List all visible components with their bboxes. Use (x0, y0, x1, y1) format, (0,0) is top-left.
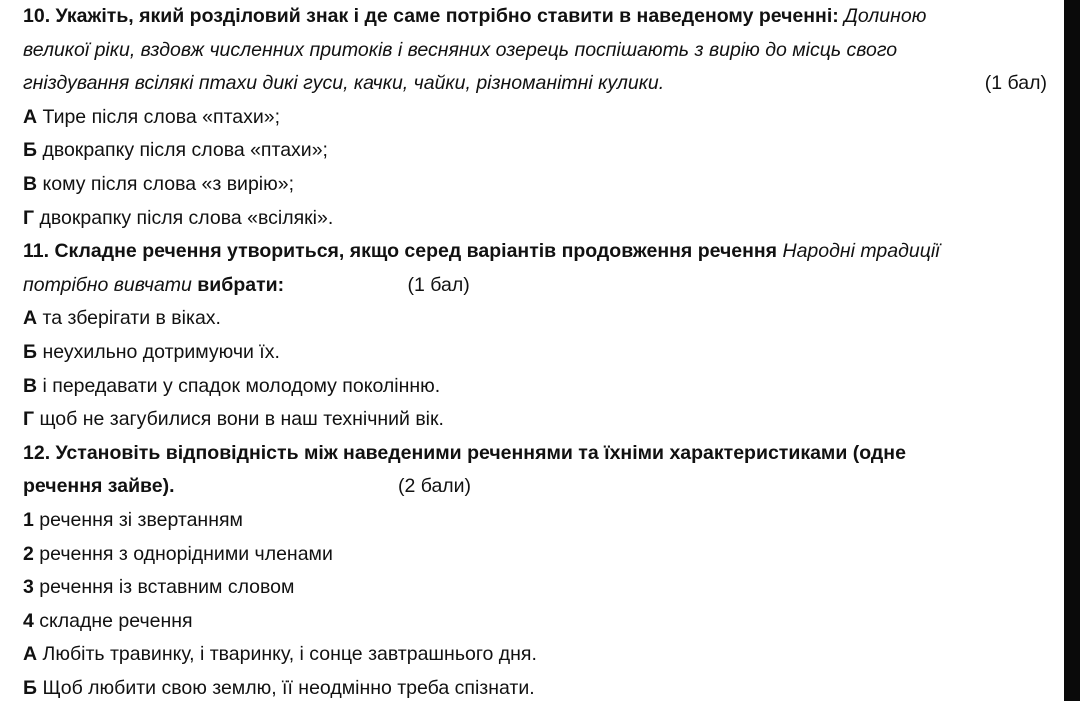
option-letter: В (23, 374, 38, 397)
q11-sentence-part-1: Народні традиції (782, 240, 940, 263)
q11-option-b (23, 336, 1059, 370)
q10-line-1 (23, 0, 1059, 34)
q12-characteristic-1 (23, 504, 1059, 538)
q12-line-2 (23, 470, 1059, 504)
q12-line-1 (23, 437, 1059, 471)
q11-option-h (23, 403, 1059, 437)
option-text: кому після слова «з вирію»; (42, 172, 295, 195)
characteristic-text: речення із вставним словом (39, 576, 295, 599)
q10-prompt: Укажіть, який розділовий знак і де саме потрібно ставити в наведеному реченні: (55, 5, 839, 27)
q10-sentence-part-2: великої ріки, вздовж численних притоків і весняних озерець поспішають з вирію до місць свого (23, 38, 898, 61)
option-text: щоб не загубилися вони в наш технічний вік. (39, 408, 444, 431)
q10-sentence-part-3: гніздування всілякі птахи дикі гуси, качки, чайки, різноманітні кулики. (23, 72, 665, 95)
q12-characteristic-2 (23, 538, 1059, 572)
option-letter: А (23, 105, 38, 128)
q11-line-1 (23, 235, 1059, 269)
sentence-letter: А (23, 643, 38, 666)
q10-line-3 (23, 67, 1059, 101)
q10-option-a (23, 101, 1059, 135)
characteristic-text: речення з однорідними членами (39, 542, 333, 565)
option-text: Тире після слова «птахи»; (42, 105, 281, 128)
q12-sentence-b (23, 672, 1059, 705)
sentence-text: Любіть травинку, і тваринку, і сонце завтрашнього дня. (42, 643, 537, 666)
q12-prompt-end: речення зайве). (23, 475, 175, 498)
characteristic-number: 2 (23, 542, 34, 565)
q12-number: 12. (23, 441, 51, 464)
q12-points: (2 бали) (397, 475, 472, 498)
option-text: двокрапку після слова «всілякі». (39, 206, 334, 229)
q11-number: 11. (23, 240, 50, 263)
q11-sentence-part-2: потрібно вивчати (23, 273, 192, 296)
option-letter: А (23, 307, 38, 330)
sentence-text: Щоб любити свою землю, її неодмінно треба спізнати. (42, 676, 535, 699)
q11-line-2 (23, 269, 1059, 303)
q11-points: (1 бал) (407, 273, 470, 296)
q10-line-2 (23, 34, 1059, 68)
characteristic-number: 4 (23, 609, 34, 632)
sentence-letter: Б (23, 676, 38, 699)
q12-sentence-a (23, 638, 1059, 672)
q11-option-a (23, 302, 1059, 336)
characteristic-number: 1 (23, 508, 34, 531)
test-content (23, 0, 1059, 705)
q10-option-b (23, 134, 1059, 168)
q10-sentence-part-1: Долиною (844, 5, 927, 27)
q11-prompt: Складне речення утвориться, якщо серед варіантів продовження речення (54, 240, 778, 263)
q11-prompt-end: вибрати: (197, 273, 285, 296)
option-letter: Б (23, 340, 38, 363)
option-text: та зберігати в віках. (42, 307, 221, 330)
option-text: двокрапку після слова «птахи»; (42, 139, 328, 162)
q10-points: (1 бал) (984, 72, 1047, 95)
q10-number: 10. (23, 5, 51, 27)
option-text: і передавати у спадок молодому поколінню. (42, 374, 441, 397)
q12-prompt: Установіть відповідність між наведеними реченнями та їхніми характеристиками (одне (55, 441, 906, 464)
q11-option-v (23, 370, 1059, 404)
option-letter: Г (23, 206, 35, 229)
screen-edge (1064, 0, 1080, 701)
q10-option-v (23, 168, 1059, 202)
q12-characteristic-4 (23, 605, 1059, 639)
option-letter: Г (23, 408, 35, 431)
option-text: неухильно дотримуючи їх. (42, 340, 280, 363)
q12-characteristic-3 (23, 571, 1059, 605)
characteristic-text: складне речення (39, 609, 193, 632)
q10-option-h (23, 202, 1059, 236)
characteristic-number: 3 (23, 576, 34, 599)
characteristic-text: речення зі звертанням (39, 508, 243, 531)
option-letter: В (23, 172, 38, 195)
option-letter: Б (23, 139, 38, 162)
